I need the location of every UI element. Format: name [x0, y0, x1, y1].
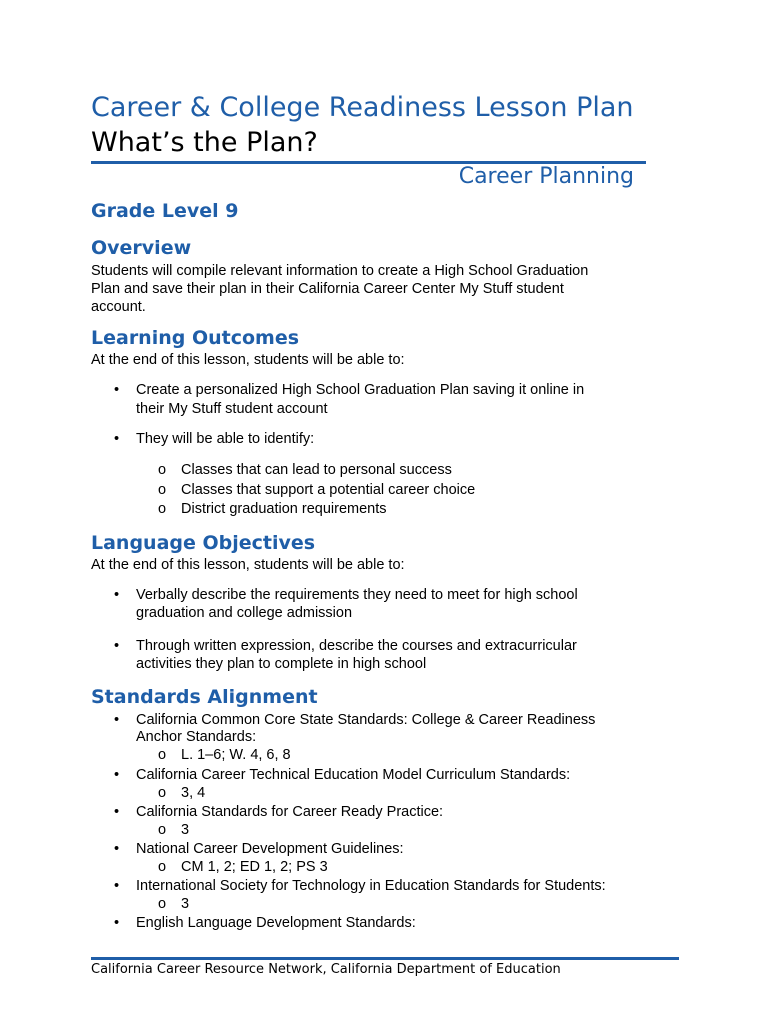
standard-sub-item: o 3, 4	[181, 784, 641, 802]
bullet-item: • Verbally describe the requirements they need to meet for high school	[136, 586, 636, 604]
bullet-item: • They will be able to identify:	[136, 430, 636, 448]
standard-sub-item: o 3	[181, 895, 641, 913]
standard-sub-item: o 3	[181, 821, 641, 839]
footer-rule	[91, 957, 679, 960]
standard-item: • California Common Core State Standards: College & Career Readiness	[136, 711, 636, 729]
sub-list-item: o Classes that support a potential career choice	[181, 481, 641, 499]
standard-item: • English Language Development Standards:	[136, 914, 636, 932]
learning-outcomes-heading: Learning Outcomes	[91, 327, 300, 349]
standard-item: • National Career Development Guidelines:	[136, 840, 636, 858]
sub-list-item: o Classes that can lead to personal success	[181, 461, 641, 479]
standard-sub-item: o L. 1–6; W. 4, 6, 8	[181, 746, 641, 764]
bullet-item: • Create a personalized High School Graduation Plan saving it online in	[136, 381, 636, 399]
bullet-item: • Through written expression, describe the courses and extracurricular	[136, 637, 636, 655]
learning-outcomes-intro: At the end of this lesson, students will be able to:	[91, 352, 405, 368]
standard-item: • California Career Technical Education Model Curriculum Standards:	[136, 766, 636, 784]
bullet-item-continued: activities they plan to complete in high school	[136, 656, 427, 672]
standard-sub-item: o CM 1, 2; ED 1, 2; PS 3	[181, 858, 641, 876]
language-objectives-heading: Language Objectives	[91, 532, 316, 554]
overview-line: account.	[91, 299, 146, 315]
grade-level-heading: Grade Level 9	[91, 200, 239, 222]
standard-item: • International Society for Technology in Education Standards for Students:	[136, 877, 636, 895]
document-title: Career & College Readiness Lesson Plan	[91, 92, 634, 123]
bullet-item-continued: their My Stuff student account	[136, 401, 328, 417]
sub-list-item: o District graduation requirements	[181, 500, 641, 518]
standard-item: • California Standards for Career Ready Practice:	[136, 803, 636, 821]
footer-text: California Career Resource Network, California Department of Education	[91, 962, 561, 977]
standards-alignment-heading: Standards Alignment	[91, 686, 318, 708]
document-subtitle: What’s the Plan?	[91, 127, 318, 158]
overview-line: Students will compile relevant information to create a High School Graduation	[91, 263, 589, 279]
bullet-item-continued: graduation and college admission	[136, 605, 353, 621]
overview-line: Plan and save their plan in their California Career Center My Stuff student	[91, 281, 564, 297]
standard-item-continued: Anchor Standards:	[136, 729, 257, 745]
category-label: Career Planning	[458, 164, 634, 189]
overview-heading: Overview	[91, 237, 192, 259]
language-objectives-intro: At the end of this lesson, students will be able to:	[91, 557, 405, 573]
